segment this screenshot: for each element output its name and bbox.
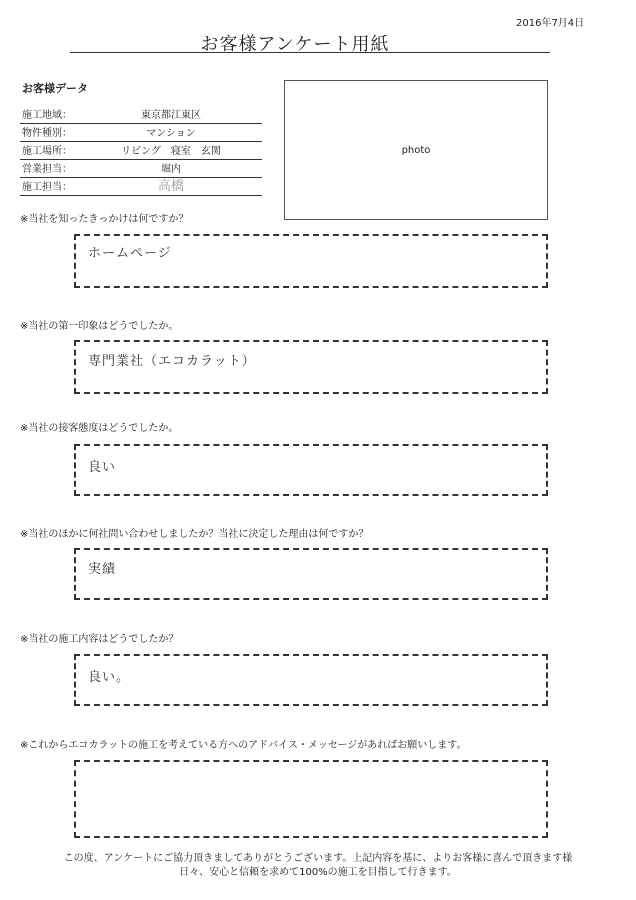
info-value: マンション	[146, 128, 196, 139]
answer-box-4	[74, 548, 548, 600]
question-5: ※当社の施工内容はどうでしたか？	[20, 634, 179, 645]
survey-date: 2016年7月4日	[516, 18, 585, 29]
photo-label: photo	[401, 145, 431, 156]
info-key: 施工場所：	[22, 146, 72, 157]
info-value-handwritten: 高橋	[157, 179, 184, 194]
info-row-installer	[20, 180, 262, 196]
answer-box-5	[74, 654, 548, 706]
info-key: 施工担当：	[22, 182, 72, 193]
answer-box-2	[74, 340, 548, 394]
title-underline	[70, 52, 550, 53]
info-row-location	[20, 144, 262, 160]
answer-box-1	[74, 234, 548, 288]
info-value: リビング 寝室 玄関	[121, 146, 221, 157]
question-2: ※当社の第一印象はどうでしたか。	[20, 321, 179, 332]
info-value: 堀内	[161, 164, 181, 175]
footer-line-2: 日々、安心と信頼を求めて100%の施工を目指して行きます。	[179, 867, 457, 878]
info-key: 物件種別：	[22, 128, 72, 139]
info-row-property-type	[20, 126, 262, 142]
photo-placeholder	[284, 80, 548, 220]
answer-box-3	[74, 444, 548, 496]
answer-box-6	[74, 760, 548, 838]
question-1: ※当社を知ったきっかけは何ですか？	[20, 214, 189, 225]
customer-info-table	[20, 108, 262, 198]
answer-3: 良い	[88, 460, 117, 475]
answer-2: 専門業社（エコカラット）	[88, 354, 256, 369]
answer-4: 実績	[88, 562, 117, 577]
footer-line-1: この度、アンケートにご協力頂きましてありがとうございます。上記内容を基に、よりお客様に喜んで頂きます様	[63, 853, 573, 864]
info-key: 営業担当：	[22, 164, 72, 175]
answer-5: 良い。	[88, 670, 131, 685]
answer-1: ホームページ	[88, 246, 172, 261]
customer-data-heading: お客様データ	[22, 82, 88, 95]
info-row-sales-rep	[20, 162, 262, 178]
footer-message	[20, 852, 616, 880]
question-3: ※当社の接客態度はどうでしたか。	[20, 423, 179, 434]
page-title: お客様アンケート用紙	[200, 34, 390, 55]
info-value: 東京都江東区	[141, 110, 201, 121]
info-key: 施工地域：	[22, 110, 72, 121]
info-row-area	[20, 108, 262, 124]
question-6: ※これからエコカラットの施工を考えている方へのアドバイス・メッセージがあればお願いします。	[20, 740, 467, 751]
question-4: ※当社のほかに何社問い合わせしましたか？当社に決定した理由は何ですか？	[20, 529, 369, 540]
